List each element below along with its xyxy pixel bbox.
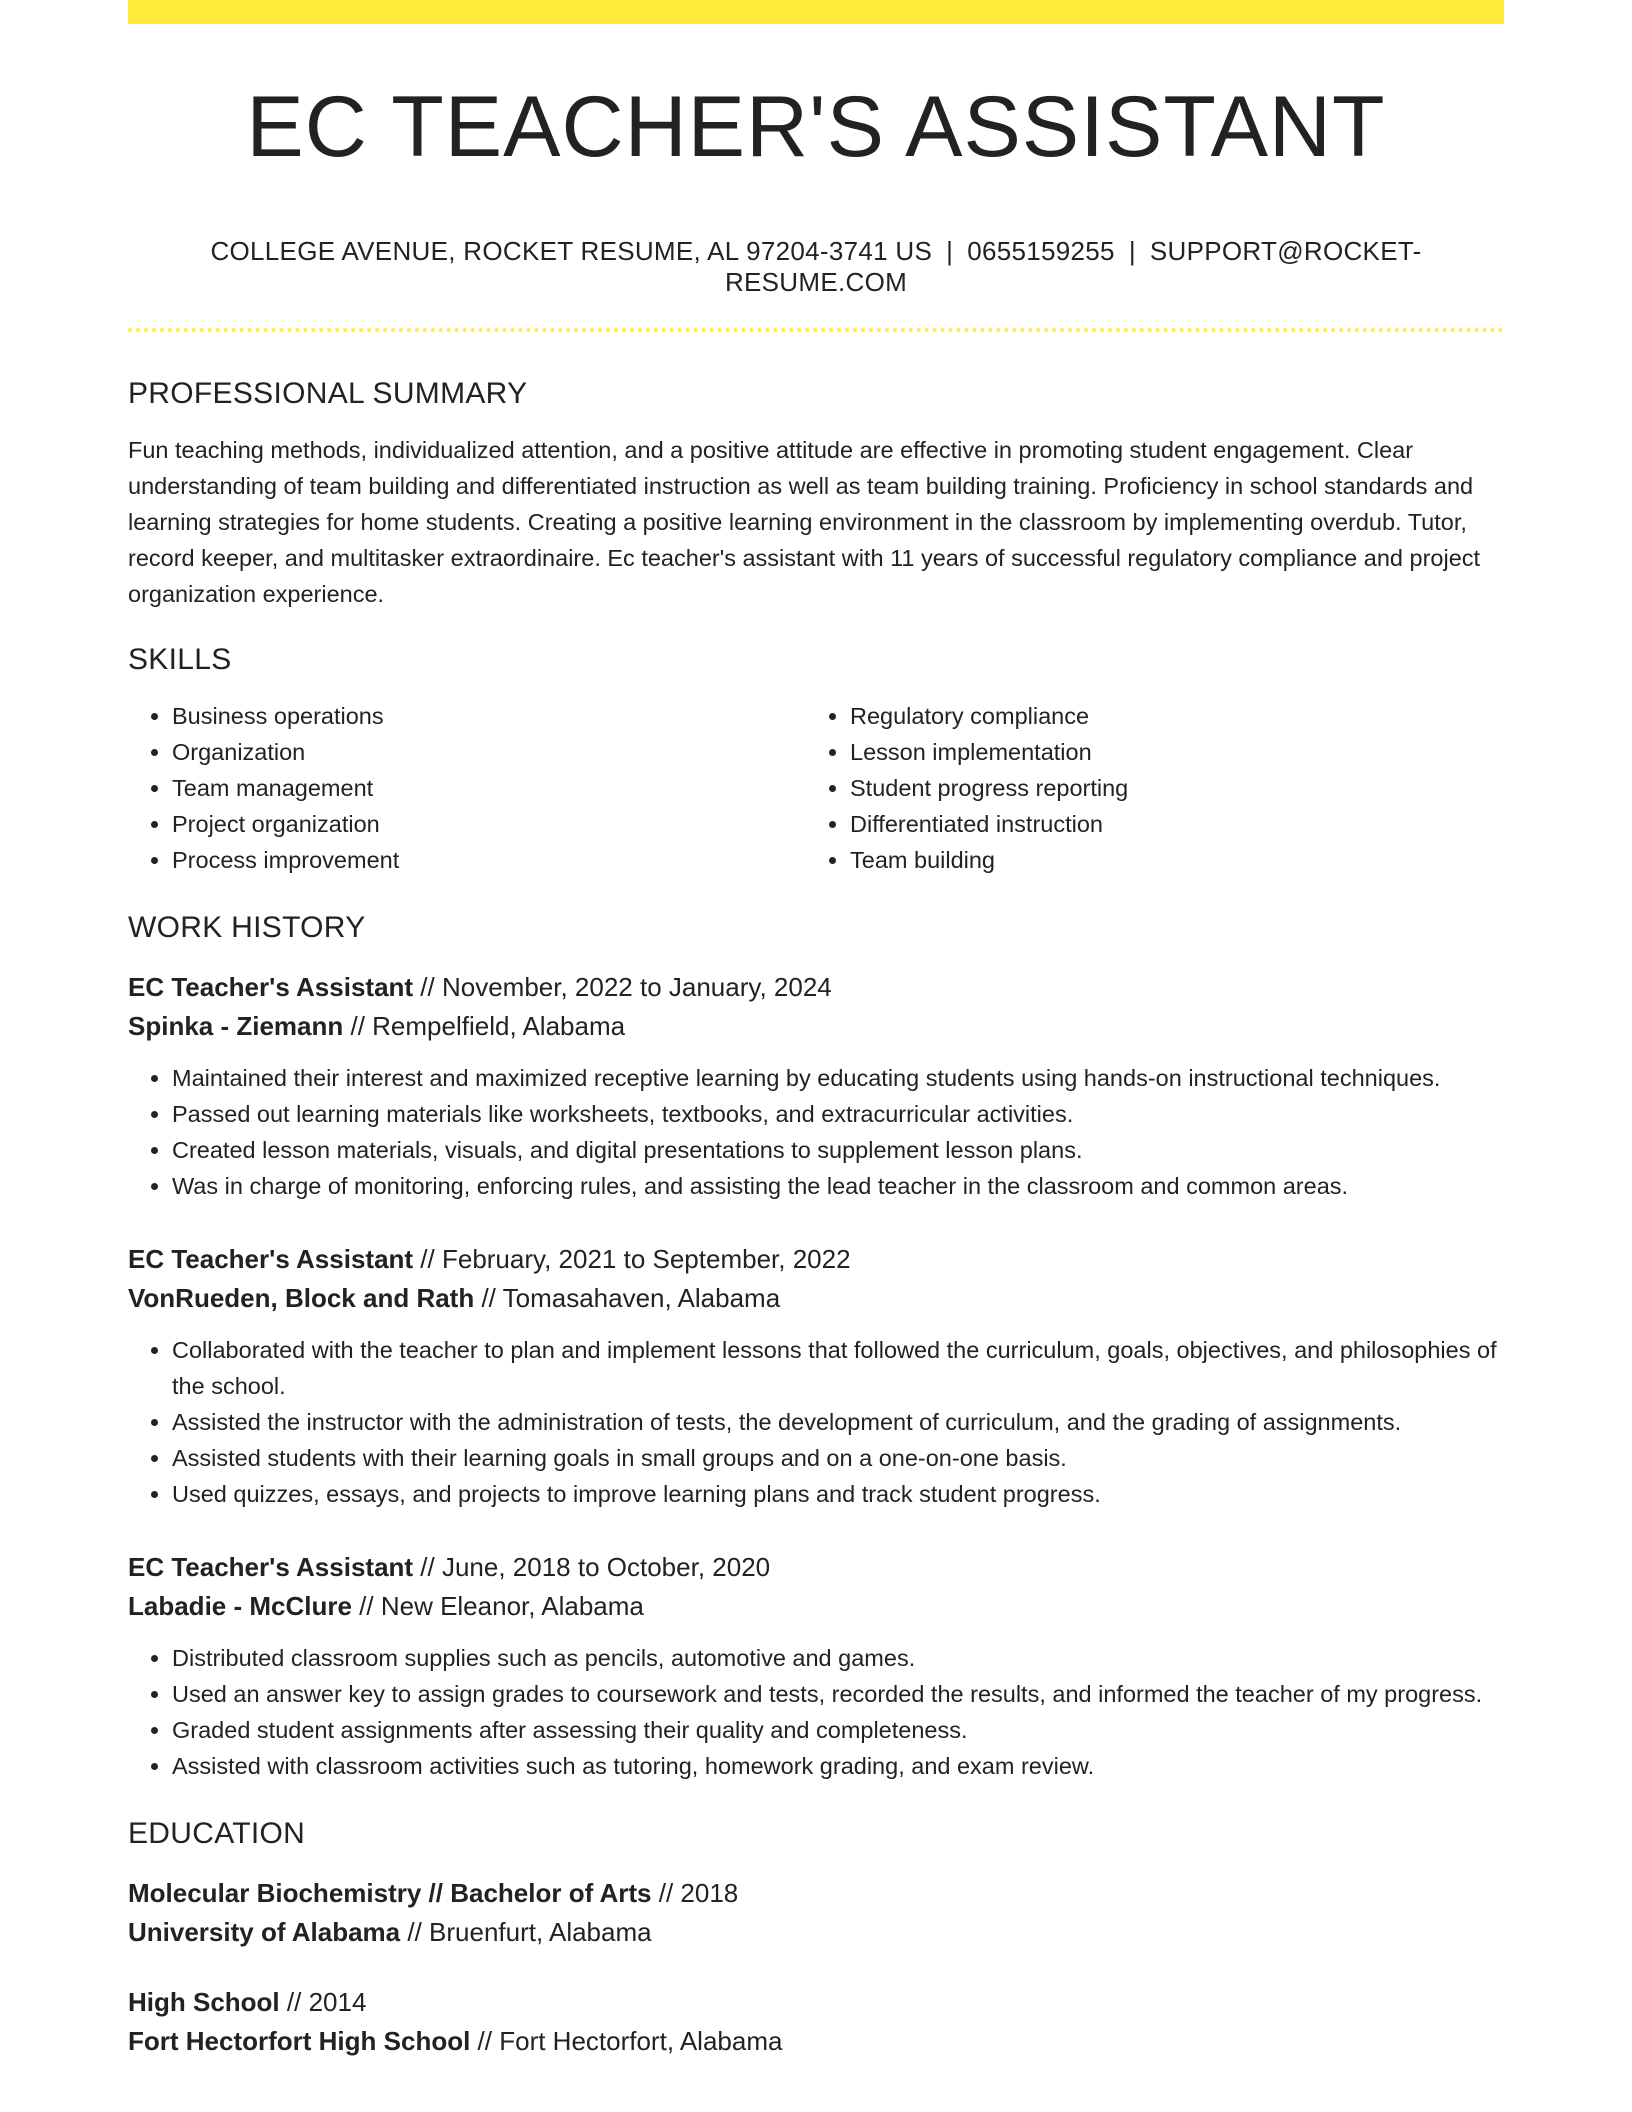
job-bullets (128, 1640, 1504, 1784)
contact-separator: | (946, 236, 954, 266)
job-entry (128, 968, 1504, 1204)
skill-item: • Business operations (172, 698, 806, 734)
job-bullet: • Assisted students with their learning goals in small groups and on a one-on-one basis. (172, 1440, 1504, 1476)
skill-item: • Differentiated instruction (850, 806, 1484, 842)
skill-item: • Regulatory compliance (850, 698, 1484, 734)
accent-bar (128, 0, 1504, 24)
skill-item: • Project organization (172, 806, 806, 842)
skill-item: • Lesson implementation (850, 734, 1484, 770)
job-bullet: • Used an answer key to assign grades to coursework and tests, recorded the results, and informed the teacher of my progress. (172, 1676, 1504, 1712)
education-school-line (128, 1913, 1504, 1952)
contact-separator: | (1128, 236, 1136, 266)
education-school-line (128, 2022, 1504, 2061)
job-role: EC Teacher's Assistant (128, 1552, 414, 1583)
skills-heading: SKILLS (128, 643, 232, 677)
job-company: Labadie - McClure (128, 1591, 352, 1622)
job-bullets (128, 1060, 1504, 1204)
skill-item: • Student progress reporting (850, 770, 1484, 806)
job-bullets (128, 1332, 1504, 1512)
job-dates: // November, 2022 to January, 2024 (413, 972, 832, 1003)
job-bullet: • Distributed classroom supplies such as pencils, automotive and games. (172, 1640, 1504, 1676)
job-bullet: • Maintained their interest and maximized receptive learning by educating students using hands-on instructional techniques. (172, 1060, 1504, 1096)
job-bullet: • Created lesson materials, visuals, and digital presentations to supplement lesson plans. (172, 1132, 1504, 1168)
skill-item: • Organization (172, 734, 806, 770)
education-heading: EDUCATION (128, 1817, 306, 1851)
education-location: // Bruenfurt, Alabama (400, 1917, 652, 1948)
job-company: VonRueden, Block and Rath (128, 1283, 475, 1314)
summary-text: Fun teaching methods, individualized attention, and a positive attitude are effective in promoting student engagement. Clear understanding of team building and differentiated instruction as well as team building training. Proficiency in school standards and learning strategies for home students. Creating a positive learning environment in the classroom by implementing overdub. Tutor, record keeper, and multitasker extraordinaire. Ec teacher's assistant with 11 years of successful regulatory compliance and project organization experience. (128, 437, 1481, 608)
skill-item: • Team building (850, 842, 1484, 878)
education-location: // Fort Hectorfort, Alabama (470, 2026, 783, 2057)
contact-email: SUPPORT@ROCKET-RESUME.COM (724, 236, 1422, 298)
job-entry (128, 1240, 1504, 1512)
job-location: // New Eleanor, Alabama (351, 1591, 644, 1622)
job-company: Spinka - Ziemann (128, 1011, 344, 1042)
resume-page (128, 0, 1504, 2061)
education-school: University of Alabama (128, 1917, 401, 1948)
job-company-line (128, 1587, 1504, 1626)
job-title-line (128, 1548, 1504, 1587)
education-entry (128, 1983, 1504, 2061)
job-bullet: • Was in charge of monitoring, enforcing rules, and assisting the lead teacher in the classroom and common areas. (172, 1168, 1504, 1204)
education-degree-line (128, 1983, 1504, 2022)
education-school: Fort Hectorfort High School (128, 2026, 471, 2057)
candidate-name: EC TEACHER'S ASSISTANT (246, 79, 1386, 175)
education-degree: High School (128, 1987, 280, 2018)
skill-item: • Process improvement (172, 842, 806, 878)
summary-heading: PROFESSIONAL SUMMARY (128, 377, 528, 411)
skills-column-right (806, 698, 1484, 878)
job-role: EC Teacher's Assistant (128, 1244, 414, 1275)
job-dates: // February, 2021 to September, 2022 (413, 1244, 851, 1275)
skill-item: • Team management (172, 770, 806, 806)
job-bullet: • Assisted with classroom activities such as tutoring, homework grading, and exam review. (172, 1748, 1504, 1784)
job-bullet: • Assisted the instructor with the administration of tests, the development of curriculum, and the grading of assignments. (172, 1404, 1504, 1440)
contact-phone: 0655159255 (967, 236, 1115, 266)
job-bullet: • Graded student assignments after assessing their quality and completeness. (172, 1712, 1504, 1748)
education-year: // 2014 (279, 1987, 367, 2018)
job-dates: // June, 2018 to October, 2020 (413, 1552, 771, 1583)
job-entry (128, 1548, 1504, 1784)
job-bullet: • Used quizzes, essays, and projects to improve learning plans and track student progress. (172, 1476, 1504, 1512)
work-history-heading: WORK HISTORY (128, 911, 366, 945)
education-degree: Molecular Biochemistry // Bachelor of Arts (128, 1878, 652, 1909)
contact-line (128, 236, 1504, 298)
job-company-line (128, 1007, 1504, 1046)
job-company-line (128, 1279, 1504, 1318)
job-title-line (128, 968, 1504, 1007)
job-bullet: • Passed out learning materials like worksheets, textbooks, and extracurricular activities. (172, 1096, 1504, 1132)
education-entry (128, 1874, 1504, 1952)
job-role: EC Teacher's Assistant (128, 972, 414, 1003)
job-title-line (128, 1240, 1504, 1279)
job-location: // Tomasahaven, Alabama (474, 1283, 781, 1314)
skills-list (128, 698, 1504, 878)
divider (128, 328, 1504, 332)
job-bullet: • Collaborated with the teacher to plan and implement lessons that followed the curriculum, goals, objectives, and philosophies of the school. (172, 1332, 1504, 1404)
education-year: // 2018 (651, 1878, 739, 1909)
skills-column-left (128, 698, 806, 878)
contact-address: COLLEGE AVENUE, ROCKET RESUME, AL 97204-3741 US (210, 236, 933, 266)
job-location: // Rempelfield, Alabama (343, 1011, 626, 1042)
education-degree-line (128, 1874, 1504, 1913)
